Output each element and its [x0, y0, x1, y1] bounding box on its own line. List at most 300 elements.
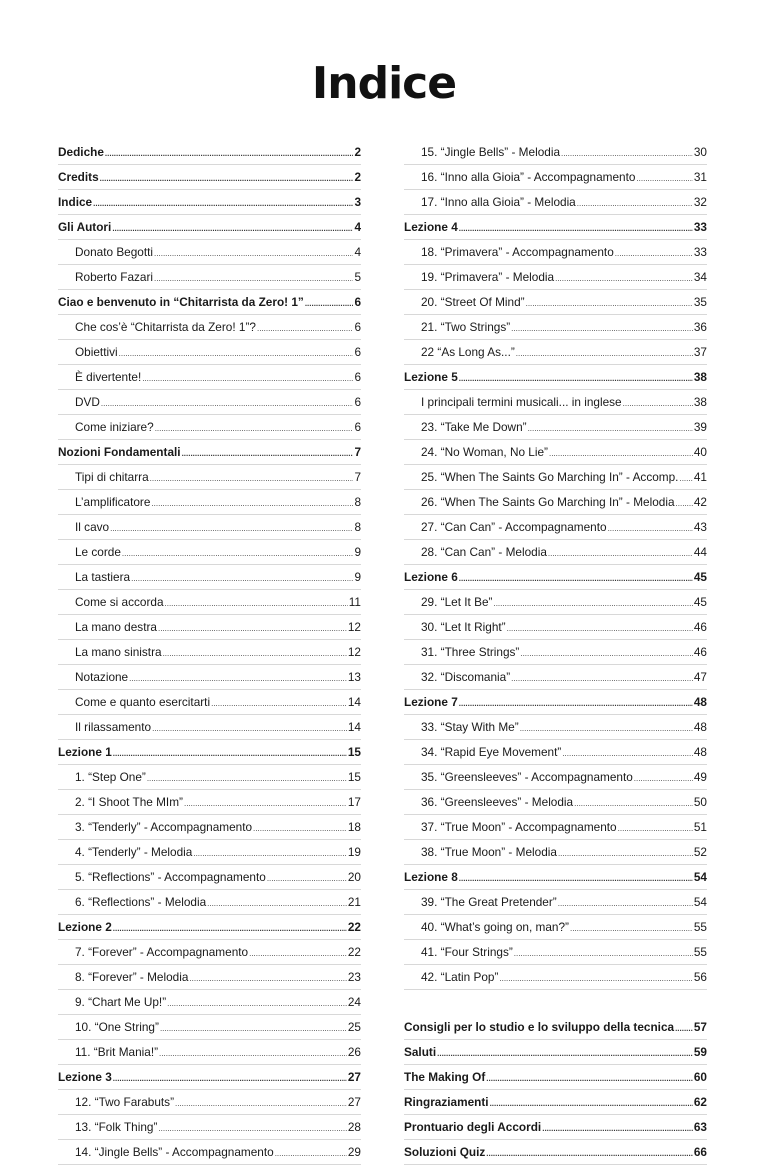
toc-page-number: 36 [693, 320, 707, 334]
dot-leader [511, 675, 693, 683]
toc-entry[interactable] [58, 515, 361, 540]
toc-page-number: 33 [693, 220, 707, 234]
toc-page-number: 51 [693, 820, 707, 834]
toc-page-number: 18 [347, 820, 361, 834]
toc-entry-title: Lezione 7 [404, 695, 458, 709]
dot-leader [100, 175, 354, 183]
toc-entry[interactable] [404, 615, 707, 640]
dot-leader [152, 725, 347, 733]
toc-entry[interactable] [404, 515, 707, 540]
toc-page-number: 11 [348, 595, 361, 609]
toc-entry[interactable] [404, 490, 707, 515]
toc-entry[interactable] [404, 415, 707, 440]
toc-entry[interactable] [404, 240, 707, 265]
page-title: Indice [311, 58, 457, 109]
dot-leader [189, 975, 346, 983]
toc-entry[interactable] [58, 615, 361, 640]
toc-entry[interactable] [404, 265, 707, 290]
toc-entry-title: 16. “Inno alla Gioia” - Accompagnamento [421, 170, 636, 184]
toc-entry[interactable] [58, 940, 361, 965]
toc-entry-title: 25. “When The Saints Go Marching In” - Accomp. [421, 470, 679, 484]
toc-entry[interactable] [404, 540, 707, 565]
toc-section-entry[interactable] [58, 215, 361, 240]
toc-page-number: 20 [347, 870, 361, 884]
toc-page-number: 25 [347, 1020, 361, 1034]
toc-entry-title: 9. “Chart Me Up!” [75, 995, 167, 1009]
toc-entry[interactable] [58, 840, 361, 865]
toc-page-number: 34 [693, 270, 707, 284]
toc-entry-title: Roberto Fazari [75, 270, 154, 284]
toc-section-entry[interactable] [404, 1040, 707, 1065]
dot-leader [675, 1025, 693, 1033]
dot-leader [131, 575, 353, 583]
toc-page-number: 26 [347, 1045, 361, 1059]
toc-section-entry[interactable] [58, 440, 361, 465]
dot-leader [154, 250, 353, 258]
toc-entry[interactable] [404, 290, 707, 315]
toc-entry-title: Gli Autori [58, 220, 112, 234]
toc-page-number: 8 [354, 520, 361, 534]
toc-page-number: 4 [354, 245, 361, 259]
toc-page-number: 13 [347, 670, 361, 684]
toc-page-number: 45 [693, 570, 707, 584]
toc-page-number: 6 [354, 345, 361, 359]
toc-section-entry[interactable] [404, 215, 707, 240]
toc-entry-title: I principali termini musicali... in inglese [421, 395, 622, 409]
toc-entry[interactable] [404, 665, 707, 690]
dot-leader [558, 850, 693, 858]
dot-leader [459, 700, 693, 708]
toc-page-number: 32 [693, 195, 707, 209]
toc-entry-title: Lezione 1 [58, 745, 112, 759]
toc-page-number: 35 [693, 295, 707, 309]
toc-entry[interactable] [58, 790, 361, 815]
toc-entry-title: 13. “Folk Thing” [75, 1120, 158, 1134]
dot-leader [184, 800, 347, 808]
toc-page-number: 46 [693, 645, 707, 659]
toc-entry-title: Che cos’è “Chitarrista da Zero! 1”? [75, 320, 256, 334]
toc-page-number: 27 [347, 1070, 361, 1084]
toc-page-number: 49 [693, 770, 707, 784]
dot-leader [158, 1125, 346, 1133]
toc-section-entry[interactable] [404, 865, 707, 890]
toc-entry-title: 40. “What’s going on, man?” [421, 920, 569, 934]
toc-entry-title: 38. “True Moon” - Melodia [421, 845, 557, 859]
toc-entry-title: Lezione 3 [58, 1070, 112, 1084]
toc-entry-title: Lezione 6 [404, 570, 458, 584]
dot-leader [486, 1075, 693, 1083]
toc-entry[interactable] [58, 1015, 361, 1040]
dot-leader [113, 1075, 347, 1083]
dot-leader [459, 575, 693, 583]
toc-entry-title: Le corde [75, 545, 121, 559]
toc-section-entry[interactable] [404, 1065, 707, 1090]
toc-section-entry[interactable] [404, 1140, 707, 1165]
toc-page-number: 9 [354, 570, 361, 584]
toc-entry[interactable] [404, 915, 707, 940]
toc-section-entry[interactable] [58, 165, 361, 190]
toc-entry[interactable] [58, 415, 361, 440]
dot-leader [158, 625, 347, 633]
dot-leader [159, 1050, 347, 1058]
toc-entry-title: Tipi di chitarra [75, 470, 149, 484]
toc-entry-title: 21. “Two Strings” [421, 320, 511, 334]
dot-leader [257, 325, 353, 333]
dot-leader [155, 425, 354, 433]
toc-entry-title: Obiettivi [75, 345, 118, 359]
toc-entry[interactable] [58, 540, 361, 565]
dot-leader [113, 925, 347, 933]
toc-page-number: 38 [693, 370, 707, 384]
toc-page-number: 62 [693, 1095, 707, 1109]
toc-entry[interactable] [58, 1040, 361, 1065]
toc-entry-title: Nozioni Fondamentali [58, 445, 181, 459]
toc-page-number: 66 [693, 1145, 707, 1159]
toc-entry[interactable] [58, 490, 361, 515]
toc-entry-title: Credits [58, 170, 99, 184]
toc-page-number: 55 [693, 945, 707, 959]
toc-page-number: 5 [354, 270, 361, 284]
toc-section-entry[interactable] [404, 365, 707, 390]
toc-page-number: 39 [693, 420, 707, 434]
toc-entry-title: La tastiera [75, 570, 131, 584]
toc-entry-title: Come e quanto esercitarti [75, 695, 211, 709]
dot-leader [165, 600, 348, 608]
toc-page-number: 38 [693, 395, 707, 409]
dot-leader [615, 250, 693, 258]
toc-entry-title: 32. “Discomania” [421, 670, 511, 684]
toc-page-number: 31 [693, 170, 707, 184]
dot-leader [623, 400, 693, 408]
toc-entry[interactable] [58, 590, 361, 615]
dot-leader [113, 750, 347, 758]
dot-leader [493, 600, 692, 608]
dot-leader [167, 1000, 347, 1008]
toc-page-number: 28 [347, 1120, 361, 1134]
toc-entry-title: Soluzioni Quiz [404, 1145, 486, 1159]
toc-entry-title: Donato Begotti [75, 245, 154, 259]
toc-page-number: 7 [354, 470, 361, 484]
dot-leader [249, 950, 347, 958]
toc-entry-title: 17. “Inno alla Gioia” - Melodia [421, 195, 576, 209]
toc-entry[interactable] [404, 465, 707, 490]
toc-left-column [58, 140, 361, 1165]
toc-entry[interactable] [58, 1140, 361, 1165]
toc-page-number: 17 [347, 795, 361, 809]
dot-leader [558, 900, 693, 908]
toc-page-number: 23 [347, 970, 361, 984]
toc-page-number: 6 [354, 295, 361, 309]
toc-entry-title: È divertente! [75, 370, 142, 384]
toc-entry-title: Il cavo [75, 520, 110, 534]
toc-page-number: 15 [347, 770, 361, 784]
toc-entry-title: 10. “One String” [75, 1020, 159, 1034]
toc-entry[interactable] [404, 315, 707, 340]
toc-entry[interactable] [404, 790, 707, 815]
toc-entry-title: 23. “Take Me Down” [421, 420, 527, 434]
toc-entry-title: 42. “Latin Pop” [421, 970, 499, 984]
toc-entry-title: 22 “As Long As...” [421, 345, 515, 359]
toc-entry-title: 1. “Step One” [75, 770, 146, 784]
toc-page-number: 6 [354, 370, 361, 384]
toc-entry-title: Saluti [404, 1045, 437, 1059]
toc-entry-title: 3. “Tenderly” - Accompagnamento [75, 820, 253, 834]
toc-entry-title: 6. “Reflections” - Melodia [75, 895, 207, 909]
toc-page-number: 56 [693, 970, 707, 984]
toc-section-entry[interactable] [404, 690, 707, 715]
toc-entry-title: 7. “Forever” - Accompagnamento [75, 945, 249, 959]
toc-entry-title: 24. “No Woman, No Lie” [421, 445, 548, 459]
dot-leader [193, 850, 347, 858]
toc-entry[interactable] [58, 340, 361, 365]
toc-page-number: 48 [693, 745, 707, 759]
dot-leader [490, 1100, 693, 1108]
dot-leader [507, 625, 693, 633]
dot-leader [151, 500, 353, 508]
dot-leader [636, 175, 692, 183]
toc-entry[interactable] [58, 640, 361, 665]
toc-page-number: 29 [347, 1145, 361, 1159]
toc-page-number: 22 [347, 920, 361, 934]
toc-page-number: 21 [347, 895, 361, 909]
dot-leader [119, 350, 354, 358]
toc-entry[interactable] [58, 815, 361, 840]
toc-page-number: 12 [347, 620, 361, 634]
dot-leader [574, 800, 693, 808]
toc-page-number: 22 [347, 945, 361, 959]
toc-entry[interactable] [58, 565, 361, 590]
toc-page-number: 57 [693, 1020, 707, 1034]
toc-page-number: 14 [347, 720, 361, 734]
toc-entry[interactable] [58, 240, 361, 265]
dot-leader [499, 975, 692, 983]
toc-entry-title: 39. “The Great Pretender” [421, 895, 557, 909]
toc-entry[interactable] [404, 440, 707, 465]
toc-page-number: 6 [354, 420, 361, 434]
dot-leader [207, 900, 347, 908]
toc-entry[interactable] [404, 765, 707, 790]
dot-leader [459, 875, 693, 883]
toc-entry-title: 11. “Brit Mania!” [75, 1045, 159, 1059]
toc-entry[interactable] [404, 340, 707, 365]
toc-page-number: 55 [693, 920, 707, 934]
dot-leader [486, 1150, 693, 1158]
dot-leader [618, 825, 693, 833]
toc-page-number: 46 [693, 620, 707, 634]
toc-entry-title: 29. “Let It Be” [421, 595, 493, 609]
toc-section-entry[interactable] [58, 140, 361, 165]
toc-entry-title: Come iniziare? [75, 420, 154, 434]
toc-section-entry[interactable] [404, 1015, 707, 1040]
toc-entry-title: Lezione 8 [404, 870, 458, 884]
toc-entry[interactable] [404, 965, 707, 990]
toc-entry-title: 34. “Rapid Eye Movement” [421, 745, 562, 759]
dot-leader [112, 225, 353, 233]
dot-leader [93, 200, 353, 208]
dot-leader [676, 500, 693, 508]
dot-leader [275, 1150, 347, 1158]
toc-section-entry[interactable] [404, 1115, 707, 1140]
toc-entry[interactable] [404, 890, 707, 915]
toc-page-number: 6 [354, 320, 361, 334]
dot-leader [511, 325, 693, 333]
toc-entry[interactable] [404, 840, 707, 865]
toc-entry-title: L’amplificatore [75, 495, 151, 509]
toc-page-number: 43 [693, 520, 707, 534]
toc-entry-title: 28. “Can Can” - Melodia [421, 545, 547, 559]
toc-page-number: 48 [693, 720, 707, 734]
toc-entry-title: Indice [58, 195, 93, 209]
dot-leader [154, 275, 353, 283]
toc-entry[interactable] [58, 365, 361, 390]
toc-entry[interactable] [58, 1115, 361, 1140]
toc-section-entry[interactable] [58, 290, 361, 315]
toc-entry-title: 31. “Three Strings” [421, 645, 520, 659]
toc-entry-title: La mano sinistra [75, 645, 162, 659]
toc-section-entry[interactable] [58, 915, 361, 940]
dot-leader [528, 425, 693, 433]
toc-page-number: 63 [693, 1120, 707, 1134]
toc-entry-title: 14. “Jingle Bells” - Accompagnamento [75, 1145, 274, 1159]
toc-page-number: 52 [693, 845, 707, 859]
toc-page-number: 2 [354, 170, 361, 184]
toc-entry[interactable] [58, 715, 361, 740]
toc-page-number: 4 [354, 220, 361, 234]
toc-right-column [404, 140, 707, 1165]
toc-entry[interactable] [58, 890, 361, 915]
toc-entry[interactable] [404, 390, 707, 415]
dot-leader [516, 350, 693, 358]
toc-page-number: 44 [693, 545, 707, 559]
toc-entry-title: DVD [75, 395, 100, 409]
toc-entry-title: 27. “Can Can” - Accompagnamento [421, 520, 607, 534]
toc-section-entry[interactable] [404, 565, 707, 590]
toc-entry[interactable] [58, 315, 361, 340]
toc-entry[interactable] [58, 1090, 361, 1115]
toc-page-number: 2 [354, 145, 361, 159]
toc-entry-title: 26. “When The Saints Go Marching In” - Melodia [421, 495, 675, 509]
toc-page-number: 14 [347, 695, 361, 709]
toc-entry-title: Dediche [58, 145, 104, 159]
dot-leader [459, 375, 693, 383]
toc-entry-title: Ciao e benvenuto in “Chitarrista da Zero! 1” [58, 295, 304, 309]
toc-entry[interactable] [404, 165, 707, 190]
dot-leader [549, 450, 693, 458]
toc-entry[interactable] [404, 190, 707, 215]
dot-leader [555, 275, 693, 283]
dot-leader [147, 775, 347, 783]
dot-leader [110, 525, 353, 533]
toc-page-number: 60 [693, 1070, 707, 1084]
toc-entry[interactable] [404, 940, 707, 965]
toc-page-number: 15 [347, 745, 361, 759]
toc-entry-title: 35. “Greensleeves” - Accompagnamento [421, 770, 633, 784]
dot-leader [459, 225, 693, 233]
toc-entry-title: 2. “I Shoot The MIm” [75, 795, 183, 809]
dot-leader [526, 300, 693, 308]
toc-entry[interactable] [404, 640, 707, 665]
toc-entry[interactable] [58, 665, 361, 690]
toc-entry[interactable] [404, 590, 707, 615]
toc-page-number: 6 [354, 395, 361, 409]
toc-section-entry[interactable] [58, 740, 361, 765]
toc-page-number: 40 [693, 445, 707, 459]
toc-entry[interactable] [58, 765, 361, 790]
toc-page-number: 45 [693, 595, 707, 609]
toc-entry[interactable] [58, 965, 361, 990]
toc-entry-title: Notazione [75, 670, 129, 684]
toc-page-number: 33 [693, 245, 707, 259]
dot-leader [437, 1050, 693, 1058]
dot-leader [520, 725, 693, 733]
toc-entry-title: Ringraziamenti [404, 1095, 489, 1109]
toc-entry-title: 20. “Street Of Mind” [421, 295, 525, 309]
toc-entry[interactable] [404, 140, 707, 165]
dot-leader [679, 475, 692, 483]
dot-leader [142, 375, 353, 383]
toc-entry-title: 4. “Tenderly” - Melodia [75, 845, 193, 859]
dot-leader [160, 1025, 347, 1033]
toc-entry-title: 15. “Jingle Bells” - Melodia [421, 145, 560, 159]
toc-entry-title: 19. “Primavera” - Melodia [421, 270, 555, 284]
toc-page-number: 8 [354, 495, 361, 509]
dot-leader [548, 550, 693, 558]
dot-leader [182, 450, 354, 458]
toc-page-number: 59 [693, 1045, 707, 1059]
toc-entry[interactable] [404, 715, 707, 740]
toc-entry[interactable] [58, 865, 361, 890]
toc-entry-title: Consigli per lo studio e lo sviluppo della tecnica [404, 1020, 675, 1034]
toc-entry-title: The Making Of [404, 1070, 486, 1084]
toc-section-entry[interactable] [58, 190, 361, 215]
dot-leader [175, 1100, 347, 1108]
toc-entry-title: La mano destra [75, 620, 157, 634]
toc-page-number: 27 [347, 1095, 361, 1109]
toc-page-number: 30 [693, 145, 707, 159]
dot-leader [101, 400, 354, 408]
toc-page-number: 42 [693, 495, 707, 509]
dot-leader [514, 950, 693, 958]
dot-leader [253, 825, 347, 833]
toc-entry[interactable] [58, 265, 361, 290]
dot-leader [163, 650, 347, 658]
toc-section-entry[interactable] [58, 1065, 361, 1090]
toc-page-number: 48 [693, 695, 707, 709]
toc-section-entry[interactable] [404, 1090, 707, 1115]
toc-entry-title: Il rilassamento [75, 720, 152, 734]
toc-page-number: 7 [354, 445, 361, 459]
toc-page-number: 24 [347, 995, 361, 1009]
dot-leader [520, 650, 693, 658]
dot-leader [562, 750, 693, 758]
toc-entry-title: Prontuario degli Accordi [404, 1120, 542, 1134]
toc-entry-title: 18. “Primavera” - Accompagnamento [421, 245, 614, 259]
toc-entry-title: Lezione 2 [58, 920, 112, 934]
toc-entry[interactable] [58, 465, 361, 490]
dot-leader [150, 475, 354, 483]
toc-entry[interactable] [404, 740, 707, 765]
dot-leader [267, 875, 347, 883]
toc-entry[interactable] [404, 815, 707, 840]
toc-entry[interactable] [58, 390, 361, 415]
toc-entry[interactable] [58, 690, 361, 715]
toc-entry-title: 12. “Two Farabuts” [75, 1095, 175, 1109]
toc-entry-title: 36. “Greensleeves” - Melodia [421, 795, 574, 809]
toc-entry-title: 8. “Forever” - Melodia [75, 970, 189, 984]
dot-leader [561, 150, 693, 158]
dot-leader [129, 675, 347, 683]
dot-leader [570, 925, 693, 933]
